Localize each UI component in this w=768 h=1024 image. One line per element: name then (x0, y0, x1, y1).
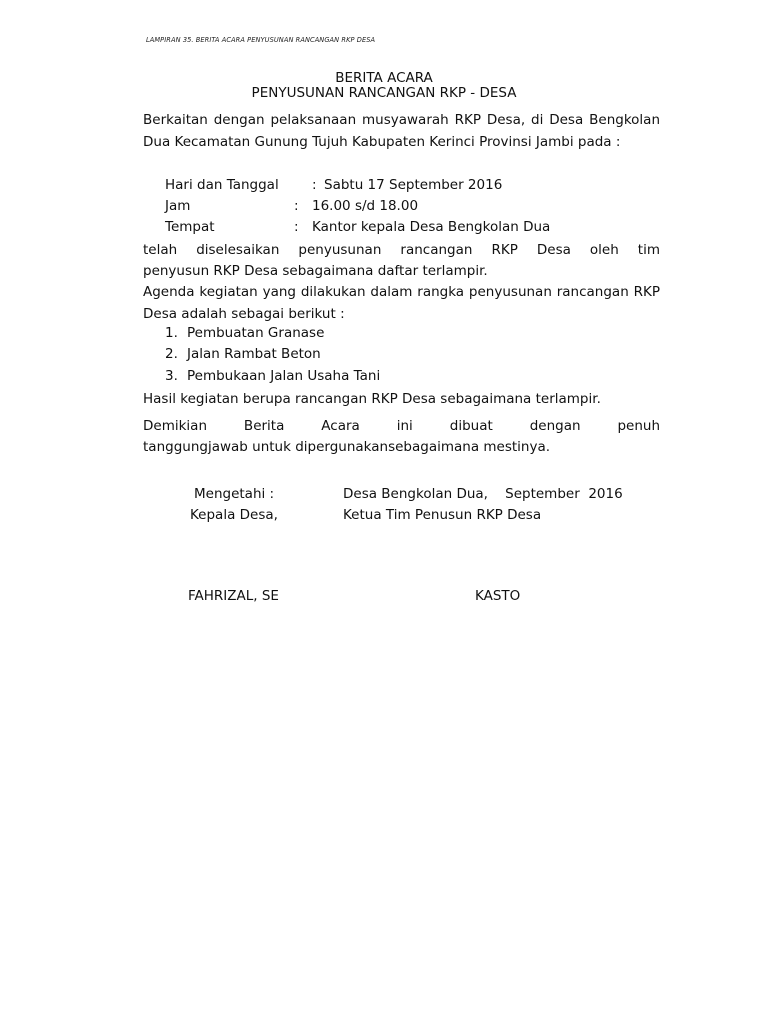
signature-right-name: KASTO (475, 588, 521, 604)
signature-right-role: Ketua Tim Penusun RKP Desa (343, 507, 542, 523)
signature-left-title: Mengetahi : (194, 486, 275, 502)
detail-label: Tempat (165, 219, 215, 235)
detail-value: 16.00 s/d 18.00 (312, 198, 419, 214)
detail-value: Sabtu 17 September 2016 (324, 177, 503, 193)
detail-colon: : (294, 219, 299, 235)
detail-label: Jam (165, 198, 191, 214)
agenda-item (165, 368, 380, 384)
document-subtitle: PENYUSUNAN RANCANGAN RKP - DESA (251, 85, 517, 101)
signature-place-date: Desa Bengkolan Dua, September 2016 (343, 486, 623, 502)
document-title: BERITA ACARA (335, 70, 433, 86)
closing-line-1: Demikian Berita Acara ini dibuat dengan penuh (143, 418, 660, 434)
agenda-item-text: Jalan Rambat Beton (187, 346, 321, 362)
completion-line-1: telah diselesaikan penyusunan rancangan RKP Desa oleh tim (143, 242, 660, 258)
detail-value: Kantor kepala Desa Bengkolan Dua (312, 219, 551, 235)
agenda-item-number: 2. (165, 346, 178, 362)
detail-label: Hari dan Tanggal (165, 177, 279, 193)
signature-left-role: Kepala Desa, (190, 507, 278, 523)
agenda-item-number: 1. (165, 325, 178, 341)
agenda-intro-paragraph: Agenda kegiatan yang dilakukan dalam rangka penyusunan rancangan RKP Desa adalah sebagai berikut : (143, 284, 660, 322)
agenda-item-text: Pembuatan Granase (187, 325, 325, 341)
intro-paragraph: Berkaitan dengan pelaksanaan musyawarah RKP Desa, di Desa Bengkolan Dua Kecamatan Gunung Tujuh Kabupaten Kerinci Provinsi Jambi pada : (143, 112, 660, 150)
signature-left-name: FAHRIZAL, SE (188, 588, 279, 604)
detail-colon: : (294, 198, 299, 214)
detail-colon: : (312, 177, 317, 193)
completion-line-2: penyusun RKP Desa sebagaimana daftar terlampir. (143, 263, 488, 279)
result-paragraph: Hasil kegiatan berupa rancangan RKP Desa sebagaimana terlampir. (143, 391, 601, 407)
agenda-item (165, 325, 324, 341)
agenda-item-text: Pembukaan Jalan Usaha Tani (187, 368, 381, 384)
agenda-item (165, 346, 321, 362)
agenda-item-number: 3. (165, 368, 178, 384)
closing-line-2: tanggungjawab untuk dipergunakansebagaimana mestinya. (143, 439, 551, 455)
attachment-header-note: LAMPIRAN 35. BERITA ACARA PENYUSUNAN RANCANGAN RKP DESA (146, 36, 376, 44)
